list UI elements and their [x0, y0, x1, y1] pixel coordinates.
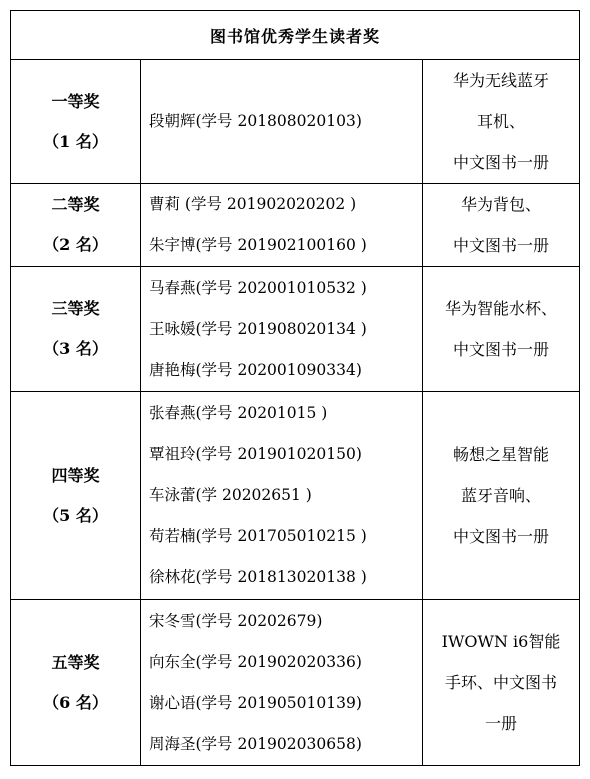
winner-entry: 向东全(学号 201902020336)	[149, 652, 362, 671]
prize-line: 一册	[485, 714, 518, 733]
prize-cell	[423, 184, 580, 267]
prize-line: 畅想之星智能	[453, 445, 550, 464]
winner-entry: 车泳蕾(学 20202651 )	[149, 486, 312, 504]
winner-entry: 谢心语(学号 201905010139)	[149, 693, 362, 712]
award-level: 四等奖	[51, 465, 100, 485]
winners-cell	[141, 60, 423, 184]
award-count: （6 名）	[43, 692, 108, 712]
winner-entry: 段朝辉(学号 201808020103)	[149, 112, 362, 130]
award-count: （2 名）	[43, 235, 108, 254]
winner-entry: 朱宇博(学号 201902100160 )	[149, 236, 367, 254]
winner-entry: 覃祖玲(学号 201901020150)	[149, 445, 362, 463]
award-level-cell	[11, 184, 141, 267]
award-count: （5 名）	[43, 505, 108, 525]
award-level: 三等奖	[51, 299, 100, 318]
prize-line: IWOWN i6智能	[441, 632, 561, 651]
prize-line: 中文图书一册	[453, 236, 550, 255]
prize-cell	[423, 392, 580, 600]
winner-entry: 王咏媛(学号 201908020134 )	[149, 319, 367, 338]
winner-entry: 苟若楠(学号 201705010215 )	[149, 527, 367, 545]
winner-entry: 周海圣(学号 201902030658)	[149, 734, 362, 753]
prize-line: 华为无线蓝牙	[453, 71, 550, 90]
prize-line: 手环、中文图书	[445, 673, 558, 692]
award-row-5	[11, 600, 580, 766]
award-level-cell	[11, 267, 141, 392]
award-count: （1 名）	[43, 131, 108, 151]
prize-line: 耳机、	[477, 112, 526, 131]
prize-line: 蓝牙音响、	[461, 486, 542, 505]
award-level: 二等奖	[51, 195, 100, 214]
winner-entry: 曹莉 (学号 201902020202 )	[149, 195, 357, 213]
table-title: 图书馆优秀学生读者奖	[11, 11, 580, 60]
award-level-cell	[11, 392, 141, 600]
award-level: 五等奖	[51, 652, 100, 672]
prize-line: 华为背包、	[461, 195, 542, 214]
prize-line: 中文图书一册	[453, 527, 550, 546]
winners-cell	[141, 600, 423, 766]
winners-cell	[141, 392, 423, 600]
award-row-1	[11, 60, 580, 184]
prize-cell	[423, 600, 580, 766]
prize-cell	[423, 267, 580, 392]
winner-entry: 徐林花(学号 201813020138 )	[149, 568, 367, 586]
award-level-cell	[11, 600, 141, 766]
winner-entry: 马春燕(学号 202001010532 )	[149, 278, 367, 297]
prize-line: 中文图书一册	[453, 153, 550, 172]
award-row-4	[11, 392, 580, 600]
winners-cell	[141, 184, 423, 267]
prize-line: 华为智能水杯、	[445, 299, 558, 318]
award-level-cell	[11, 60, 141, 184]
winner-entry: 宋冬雪(学号 20202679)	[149, 611, 323, 630]
winner-entry: 唐艳梅(学号 202001090334)	[149, 360, 362, 379]
award-row-3	[11, 267, 580, 392]
award-row-2	[11, 184, 580, 267]
title-row	[11, 11, 580, 60]
award-level: 一等奖	[51, 91, 100, 111]
prize-cell	[423, 60, 580, 184]
winner-entry: 张春燕(学号 20201015 )	[149, 404, 328, 422]
prize-line: 中文图书一册	[453, 340, 550, 359]
winners-cell	[141, 267, 423, 392]
award-count: （3 名）	[43, 339, 108, 358]
award-table	[10, 10, 580, 766]
